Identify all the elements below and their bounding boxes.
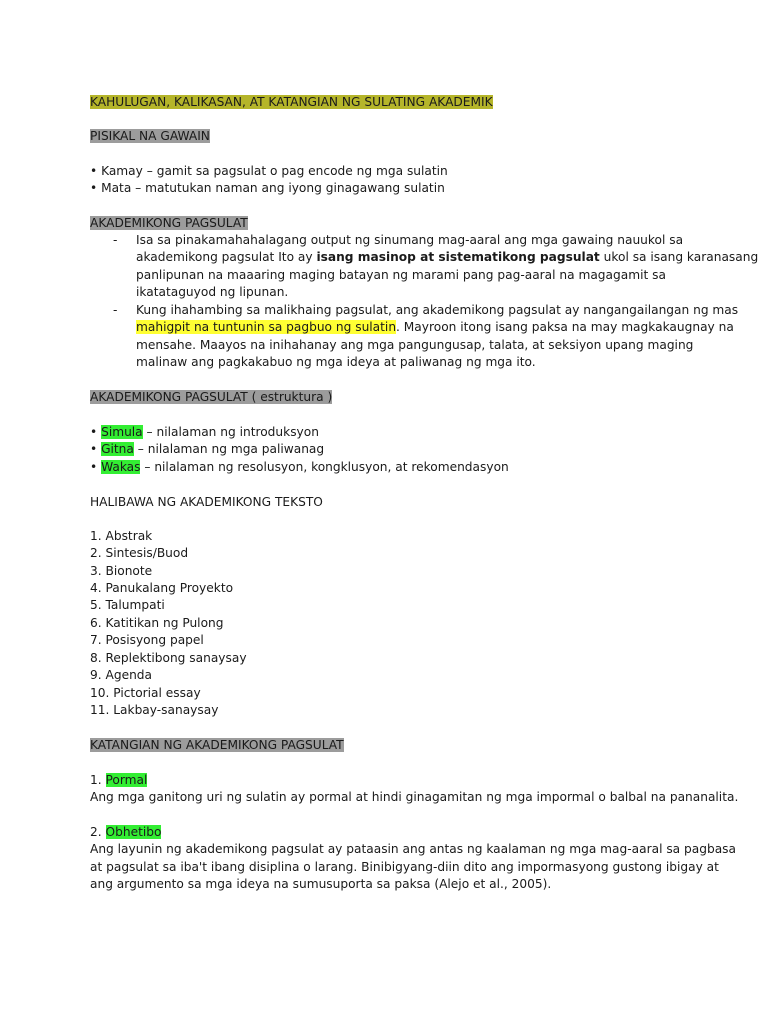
pisikal-heading: PISIKAL NA GAWAIN [90, 129, 210, 143]
document-title: KAHULUGAN, KALIKASAN, AT KATANGIAN NG SULATING AKADEMIK [90, 95, 493, 109]
akademiko-heading: AKADEMIKONG PAGSULAT [90, 216, 248, 230]
bullet-mata: • Mata – matutukan naman ang iyong ginagawang sulatin [90, 181, 445, 195]
list-item: 3. Bionote [90, 564, 153, 578]
estruktura-heading: AKADEMIKONG PAGSULAT ( estruktura ) [90, 390, 333, 404]
paragraph-2-line-4: malinaw ang pagkakabuo ng mga ideya at paliwanag ng mga ito. [136, 355, 536, 369]
list-item: 5. Talumpati [90, 598, 165, 612]
paragraph-1-line-3: panlipunan na maaaring maging batayan ng marami pang pag-aaral na magagamit sa [136, 268, 666, 282]
katangian-2-text-line-2: at pagsulat sa iba't ibang disiplina o larang. Binibigyang-diin dito ang impormasyong gustong ibigay at [90, 860, 719, 874]
list-item: 11. Lakbay-sanaysay [90, 703, 219, 717]
list-item: 1. Abstrak [90, 529, 153, 543]
paragraph-1-line-4: ikatataguyod ng lipunan. [136, 285, 289, 299]
bullet-kamay: • Kamay – gamit sa pagsulat o pag encode ng mga sulatin [90, 164, 448, 178]
paragraph-2-line-3: mensahe. Maayos na inihahanay ang mga pangungusap, talata, at seksiyon upang maging [136, 338, 694, 352]
katangian-2-text-line-3: ang argumento sa mga ideya na sumusuporta sa paksa (Alejo et al., 2005). [90, 877, 552, 891]
katangian-heading: KATANGIAN NG AKADEMIKONG PAGSULAT [90, 738, 344, 752]
list-item: 9. Agenda [90, 668, 153, 682]
list-item: 7. Posisyong papel [90, 633, 204, 647]
list-item: 2. Sintesis/Buod [90, 546, 189, 560]
list-item: 6. Katitikan ng Pulong [90, 616, 224, 630]
katangian-1-text: Ang mga ganitong uri ng sulatin ay pormal at hindi ginagamitan ng mga impormal o balbal na pananalita. [90, 790, 739, 804]
halimbawa-heading: HALIBAWA NG AKADEMIKONG TEKSTO [90, 495, 323, 509]
paragraph-2-line-1: Kung ihahambing sa malikhaing pagsulat, ang akademikong pagsulat ay nangangailangan ng mas [136, 303, 739, 317]
estruktura-item-wakas: • Wakas – nilalaman ng resolusyon, kongklusyon, at rekomendasyon [90, 460, 509, 474]
estruktura-item-gitna: • Gitna – nilalaman ng mga paliwanag [90, 442, 325, 456]
paragraph-2-line-2: mahigpit na tuntunin sa pagbuo ng sulatin. Mayroon itong isang paksa na may magkakaugnay na [136, 320, 734, 334]
bold-phrase: isang masinop at sistematikong pagsulat [316, 250, 600, 264]
katangian-1-title: 1. Pormal [90, 773, 148, 787]
estruktura-item-simula: • Simula – nilalaman ng introduksyon [90, 425, 319, 439]
katangian-2-title: 2. Obhetibo [90, 825, 162, 839]
highlighted-phrase: mahigpit na tuntunin sa pagbuo ng sulatin [136, 320, 397, 334]
list-item: 4. Panukalang Proyekto [90, 581, 234, 595]
list-item: 10. Pictorial essay [90, 686, 201, 700]
list-item: 8. Replektibong sanaysay [90, 651, 247, 665]
paragraph-1-line-2: akademikong pagsulat Ito ay isang masinop at sistematikong pagsulat ukol sa isang karanasang [136, 250, 759, 264]
paragraph-1-line-1: Isa sa pinakamahahalagang output ng sinumang mag-aaral ang mga gawaing nauukol sa [136, 233, 684, 247]
katangian-2-text-line-1: Ang layunin ng akademikong pagsulat ay pataasin ang antas ng kaalaman ng mga mag-aaral sa pagbasa [90, 842, 736, 856]
